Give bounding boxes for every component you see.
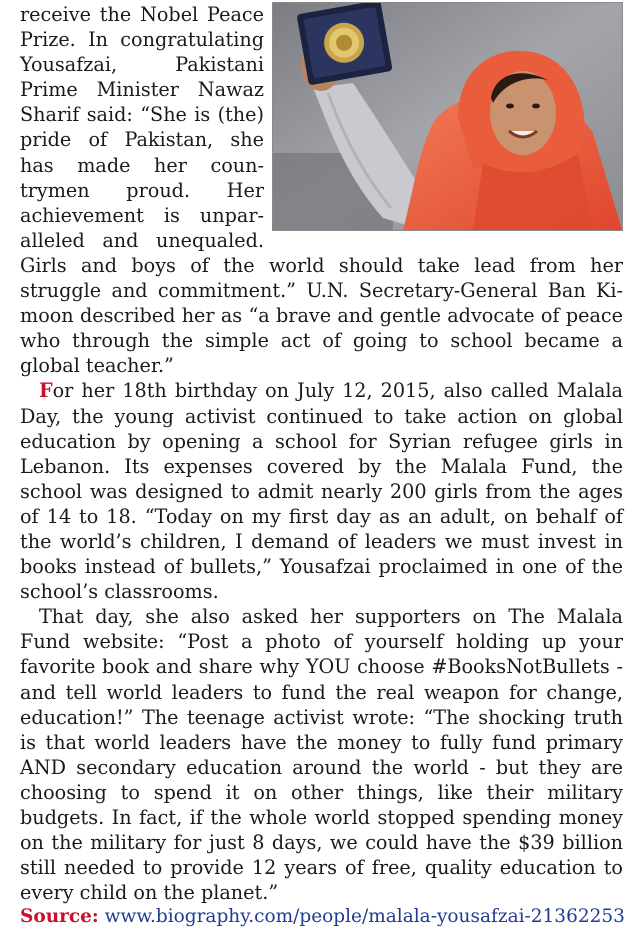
paragraph-3: That day, she also asked her supporters on The Malala Fund website: “Post a photo of yourself holding up your favorite book and share why YOU choose #BooksNotBullets - and tell world leaders to fund the real weapon for change, education!” The teenage activist wrote: “The shocking truth is that world leaders have the money to fully fund primary AND secondary education around the world - but they are choosing to spend it on other things, like their military budgets. In fact, if the whole world stopped spending money on the military for just 8 days, we could have the $39 billion still needed to provide 12 years of free, quality education to every child on the planet.”	[20, 605, 623, 905]
source-link[interactable]: www.biography.com/people/malala-yousafzai-21362253	[104, 906, 625, 927]
drop-cap: F	[39, 379, 53, 403]
paragraph-1: receive the Nobel Peace Prize. In congratulating Yousafzai, Pakistani Prime Minister Nawaz Sharif said: “She is (the) pride of Pakistan, she has made her countrymen proud. Her achievement is unparalleled and unequaled. Girls and boys of the world should take lead from her struggle and commitment.” U.N. Secretary-General Ban Ki-moon described her as “a brave and gentle advocate of peace who through the simple act of going to school became a global teacher.”	[20, 3, 623, 378]
source-line	[20, 905, 630, 929]
paragraph-2	[20, 378, 623, 604]
photo-of-woman-holding-medal	[272, 2, 623, 231]
paragraph-2-text: or her 18th birthday on July 12, 2015, also called Malala Day, the young activist continued to take action on global education by opening a school for Syrian refugee girls in Lebanon. Its expenses covered by the Malala Fund, the school was designed to admit nearly 200 girls from the ages of 14 to 18. “Today on my first day as an adult, on behalf of the world’s children, I demand of leaders we must invest in books instead of bullets,” Yousafzai proclaimed in one of the school’s classrooms.	[20, 379, 623, 604]
article-body	[20, 2, 623, 905]
source-label: Source:	[20, 906, 99, 927]
